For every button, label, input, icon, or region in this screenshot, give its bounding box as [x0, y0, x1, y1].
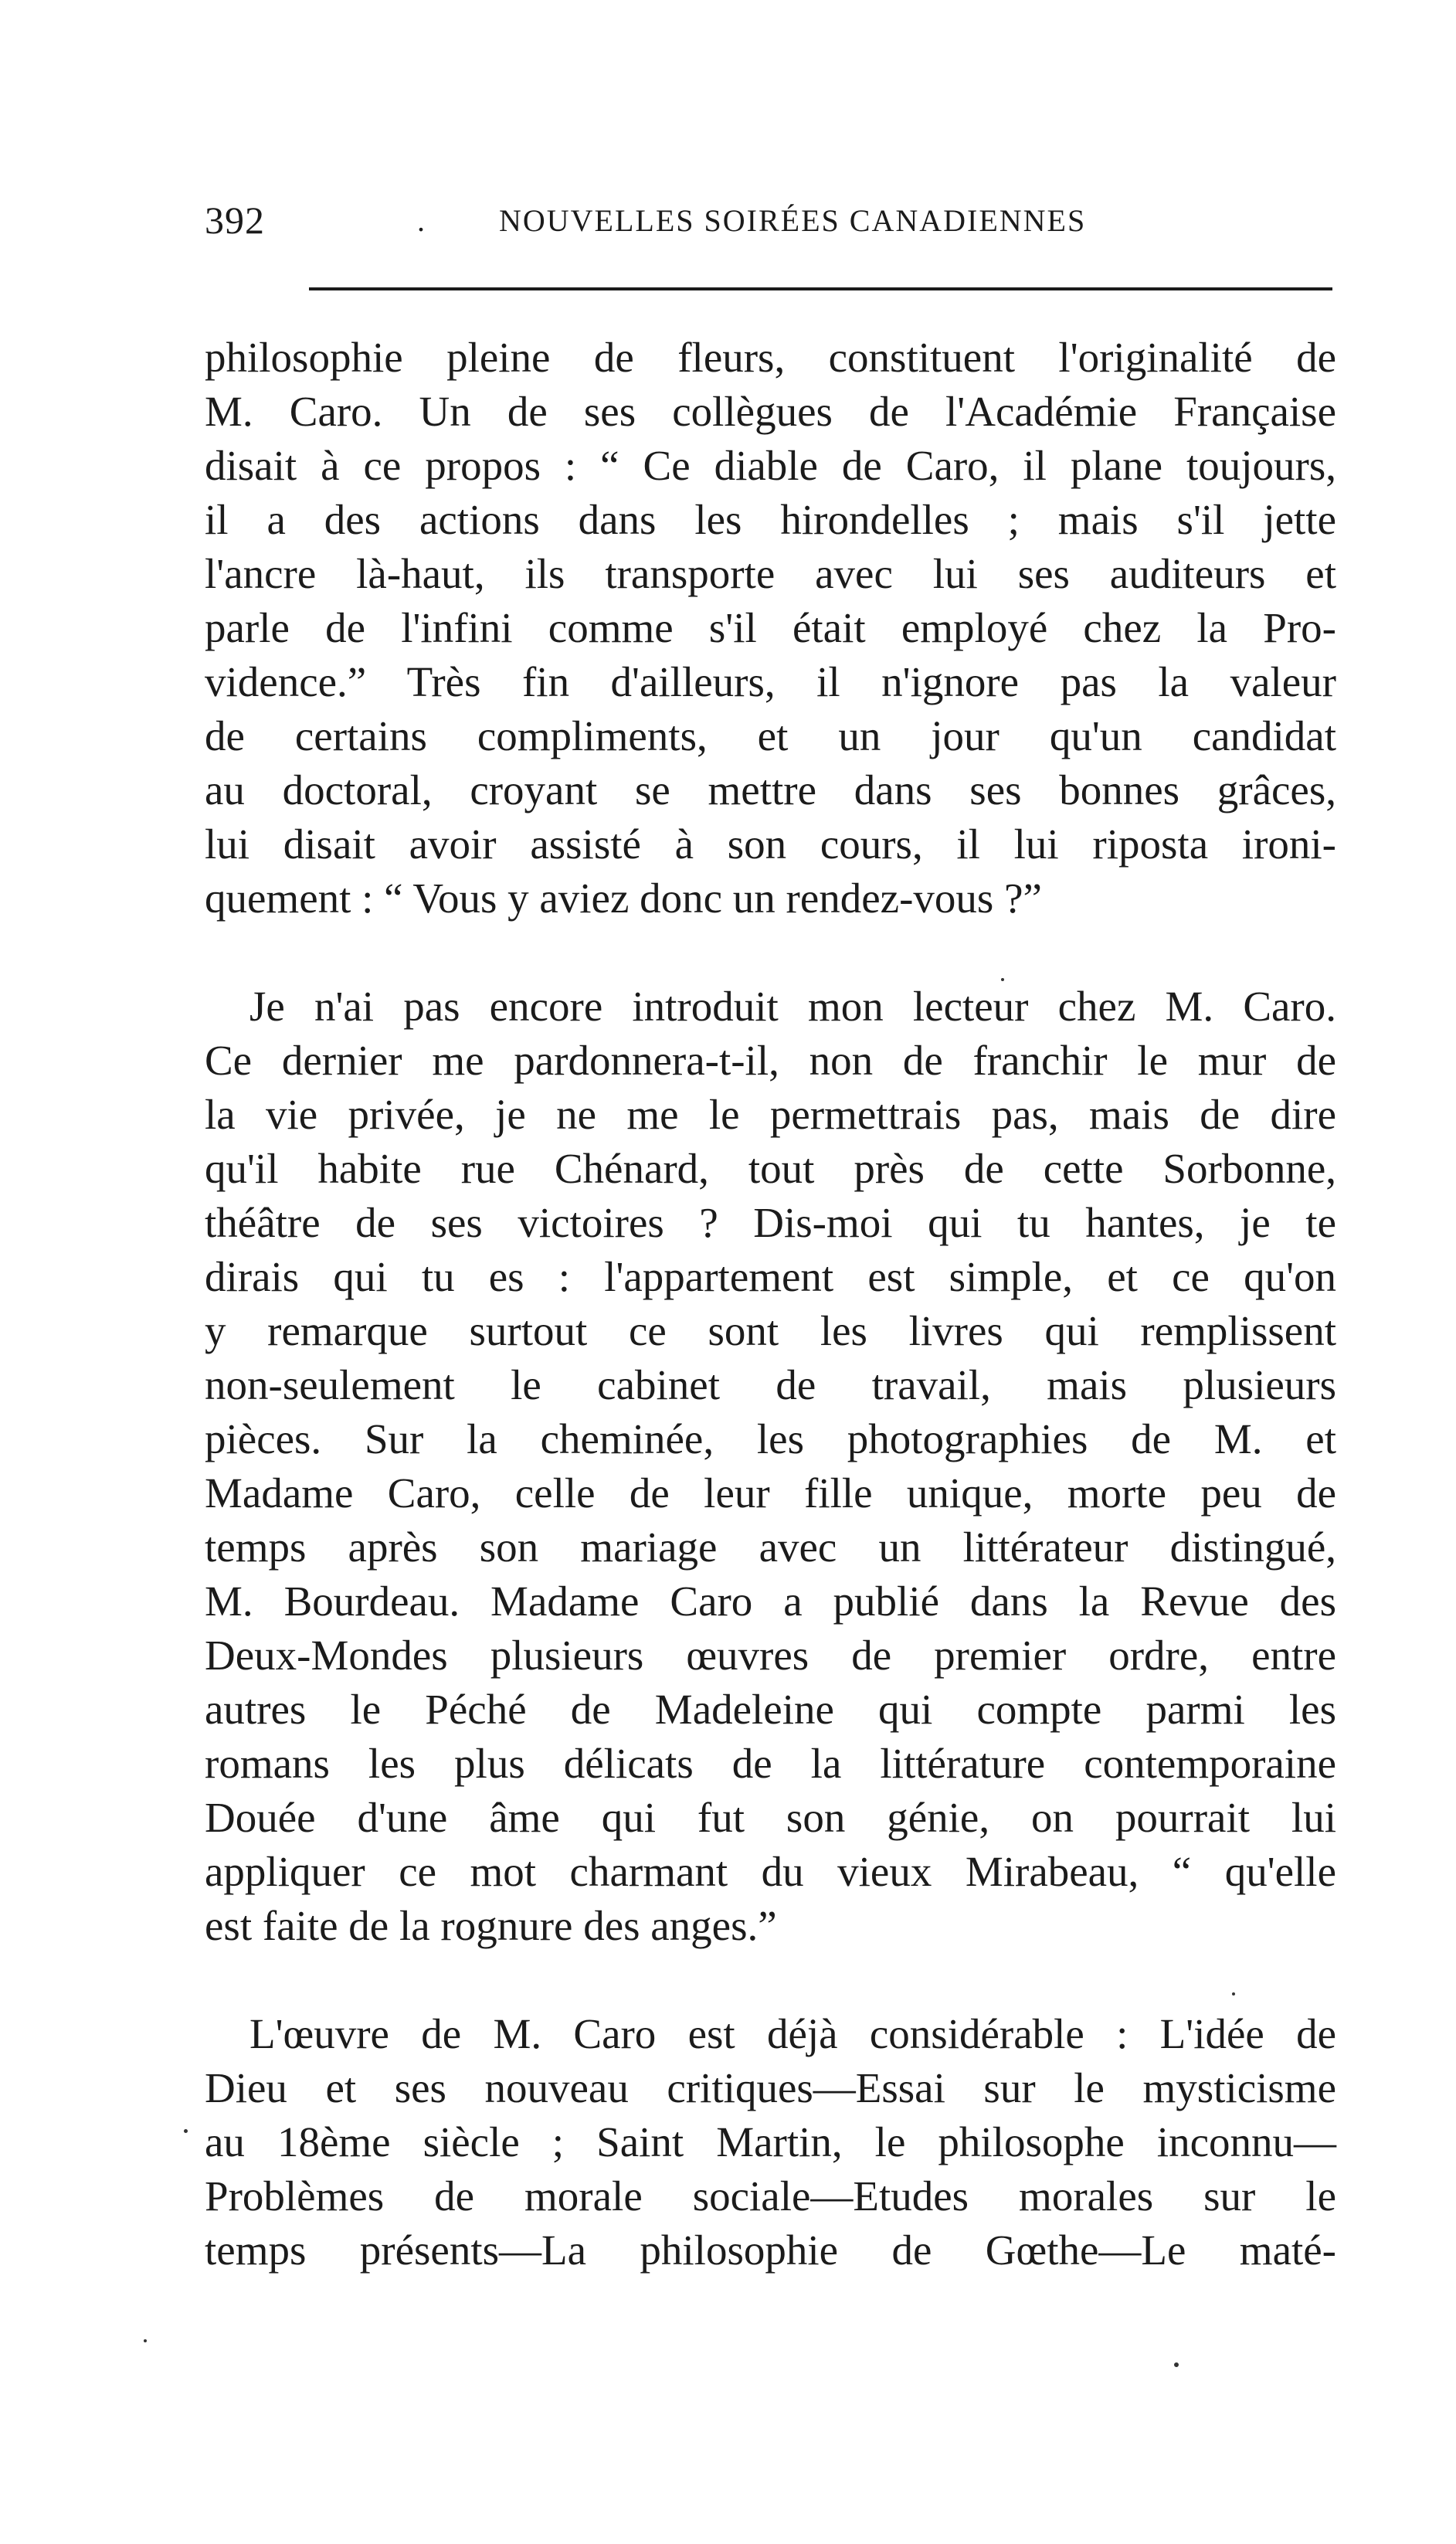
text-line: M. Caro. Un de ses collègues de l'Académie Française [205, 388, 1336, 435]
text-line: parle de l'infini comme s'il était employé chez la Pro- [205, 604, 1336, 651]
text-line: y remarque surtout ce sont les livres qui remplissent [205, 1307, 1336, 1354]
paragraph-3 [205, 2007, 1336, 2277]
paragraph-gap [205, 1953, 1336, 2007]
text-line: lui disait avoir assisté à son cours, il lui riposta ironi- [205, 820, 1336, 868]
text-line: Deux-Mondes plusieurs œuvres de premier ordre, entre [205, 1632, 1336, 1679]
text-line: Je n'ai pas encore introduit mon lecteur chez M. Caro. [249, 983, 1336, 1030]
text-line: temps présents—La philosophie de Gœthe—Le maté- [205, 2226, 1336, 2274]
text-line: disait à ce propos : “ Ce diable de Caro, il plane toujours, [205, 442, 1336, 489]
text-line: l'ancre là-haut, ils transporte avec lui ses auditeurs et [205, 550, 1336, 597]
text-line: temps après son mariage avec un littérateur distingué, [205, 1523, 1336, 1571]
paragraph-gap [205, 926, 1336, 980]
text-line: romans les plus délicats de la littérature contemporaine [205, 1740, 1336, 1787]
text-line: qu'il habite rue Chénard, tout près de cette Sorbonne, [205, 1145, 1336, 1192]
text-line: Problèmes de morale sociale—Etudes morales sur le [205, 2172, 1336, 2220]
text-line: Dieu et ses nouveau critiques—Essai sur le mysticisme [205, 2064, 1336, 2111]
scan-speck [1001, 978, 1004, 981]
page-number: 392 [205, 199, 265, 242]
text-line: L'œuvre de M. Caro est déjà considérable : L'idée de [249, 2010, 1336, 2057]
text-line: non-seulement le cabinet de travail, mais plusieurs [205, 1361, 1336, 1408]
running-head-title: NOUVELLES SOIRÉES CANADIENNES [499, 203, 1087, 238]
header-separator: . [417, 203, 426, 238]
text-line: autres le Péché de Madeleine qui compte parmi les [205, 1686, 1336, 1733]
text-line: Ce dernier me pardonnera-t-il, non de franchir le mur de [205, 1037, 1336, 1084]
body-text [205, 331, 1336, 2277]
paragraph-1 [205, 331, 1336, 926]
text-line: philosophie pleine de fleurs, constituent l'originalité de [205, 334, 1336, 381]
scan-speck [1174, 2362, 1179, 2367]
text-line: de certains compliments, et un jour qu'un candidat [205, 712, 1336, 759]
page-header [205, 198, 1321, 252]
scan-speck [1232, 1992, 1235, 1995]
text-line: appliquer ce mot charmant du vieux Mirabeau, “ qu'elle [205, 1848, 1336, 1895]
text-line: vidence.” Très fin d'ailleurs, il n'ignore pas la valeur [205, 658, 1336, 705]
text-line: pièces. Sur la cheminée, les photographies de M. et [205, 1415, 1336, 1462]
text-line: la vie privée, je ne me le permettrais pas, mais de dire [205, 1091, 1336, 1138]
scan-speck [144, 2339, 147, 2342]
scan-speck [184, 2129, 188, 2133]
text-line: Douée d'une âme qui fut son génie, on pourrait lui [205, 1794, 1336, 1841]
text-line: M. Bourdeau. Madame Caro a publié dans la Revue des [205, 1578, 1336, 1625]
text-line: est faite de la rognure des anges.” [205, 1902, 777, 1949]
text-line: il a des actions dans les hirondelles ; mais s'il jette [205, 496, 1336, 543]
running-head [417, 202, 1086, 239]
text-line: Madame Caro, celle de leur fille unique, morte peu de [205, 1469, 1336, 1517]
text-line: au 18ème siècle ; Saint Martin, le philosophe inconnu— [205, 2118, 1336, 2165]
header-rule [309, 287, 1332, 290]
text-line: dirais qui tu es : l'appartement est simple, et ce qu'on [205, 1253, 1336, 1300]
text-line: théâtre de ses victoires ? Dis-moi qui tu hantes, je te [205, 1199, 1336, 1246]
paragraph-2 [205, 980, 1336, 1953]
text-line: au doctoral, croyant se mettre dans ses bonnes grâces, [205, 766, 1336, 813]
text-line: quement : “ Vous y aviez donc un rendez-vous ?” [205, 875, 1042, 922]
